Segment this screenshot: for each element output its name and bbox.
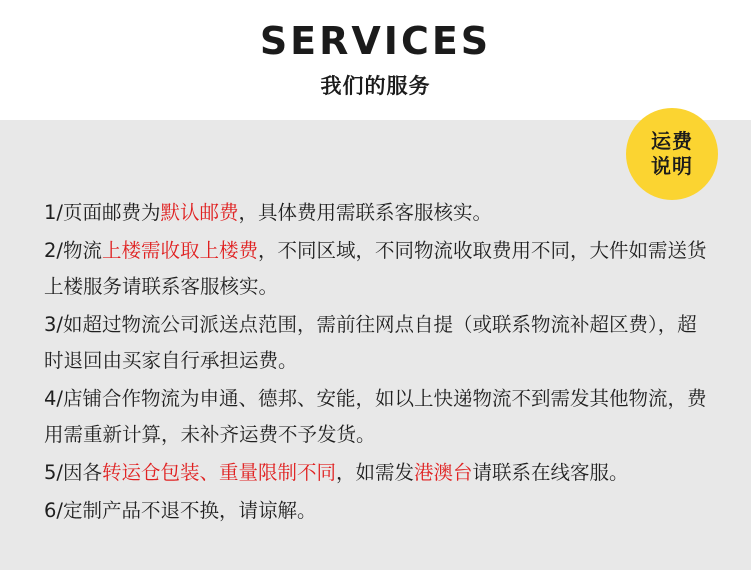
highlighted-text: 默认邮费 bbox=[160, 201, 239, 224]
term-text: ，具体费用需联系客服核实。 bbox=[238, 201, 493, 224]
term-text: ，不同区域，不同物流收取费用不同，大件如需送货上楼服务请联系客服核实。 bbox=[44, 239, 707, 298]
term-text: 请联系在线客服。 bbox=[472, 461, 629, 484]
shipping-terms-list bbox=[44, 195, 712, 531]
page-title-chinese: 我们的服务 bbox=[320, 73, 431, 98]
shipping-term-item bbox=[44, 455, 712, 491]
badge-line-2: 说明 bbox=[651, 154, 693, 178]
highlighted-text: 上楼需收取上楼费 bbox=[101, 239, 258, 262]
shipping-term-item bbox=[44, 307, 712, 379]
term-text: 5/因各 bbox=[44, 461, 102, 484]
shipping-term-item bbox=[44, 381, 712, 453]
term-text: ，如需发 bbox=[336, 461, 415, 484]
badge-line-1: 运费 bbox=[651, 129, 693, 153]
shipping-term-item bbox=[44, 233, 712, 305]
shipping-term-item bbox=[44, 493, 712, 529]
term-text: 2/物流 bbox=[44, 239, 102, 262]
term-text: 3/如超过物流公司派送点范围，需前往网点自提（或联系物流补超区费），超时退回由买家自行承担运费。 bbox=[44, 313, 697, 372]
term-text: 1/页面邮费为 bbox=[44, 201, 161, 224]
term-text: 4/店铺合作物流为申通、德邦、安能，如以上快递物流不到需发其他物流，费用需重新计算，未补齐运费不予发货。 bbox=[44, 387, 707, 446]
term-text: 6/定制产品不退不换，请谅解。 bbox=[44, 499, 317, 522]
page-title-english: SERVICES bbox=[259, 19, 492, 63]
highlighted-text: 转运仓包装、重量限制不同 bbox=[101, 461, 336, 484]
shipping-term-item bbox=[44, 195, 712, 231]
page-header bbox=[0, 0, 751, 120]
highlighted-text: 港澳台 bbox=[414, 461, 473, 484]
shipping-note-badge bbox=[626, 108, 718, 200]
